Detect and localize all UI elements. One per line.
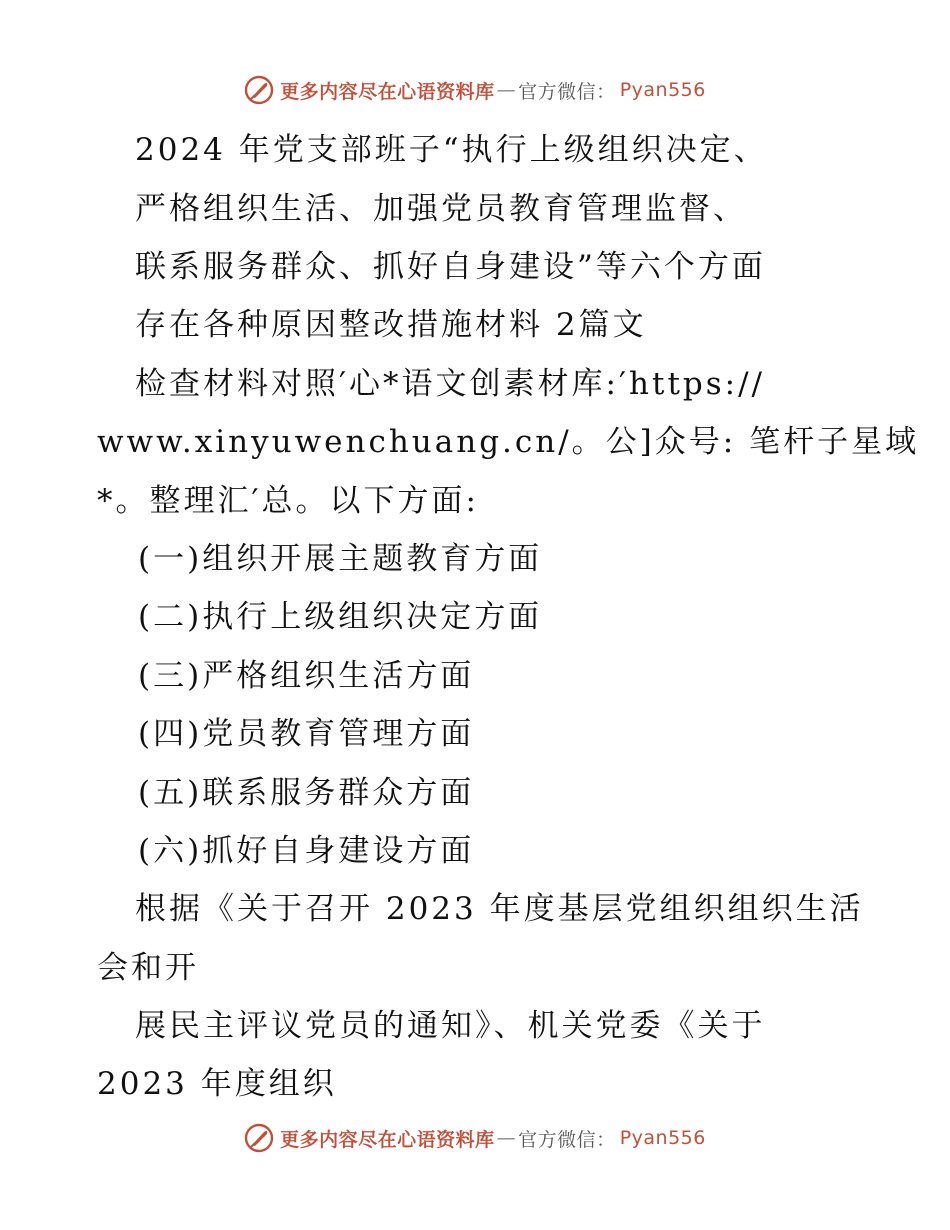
banner-dash: — bbox=[496, 79, 517, 101]
quill-pen-logo-icon bbox=[244, 75, 274, 105]
paragraph-line: 展民主评议党员的通知》、机关党委《关于 bbox=[135, 1008, 766, 1044]
title-line-2: 严格组织生活、加强党员教育管理监督、 bbox=[135, 191, 747, 227]
banner-slogan: 更多内容尽在心语资料库 bbox=[280, 1128, 495, 1151]
list-item: (一)组织开展主题教育方面 bbox=[138, 541, 543, 577]
list-item: (二)执行上级组织决定方面 bbox=[138, 599, 543, 635]
paragraph-line: 会和开 bbox=[97, 950, 199, 986]
banner-wechat-label: 官方微信： bbox=[518, 80, 616, 103]
banner-wechat-label: 官方微信： bbox=[518, 1128, 616, 1151]
title-line-3: 联系服务群众、抓好自身建设”等六个方面 bbox=[135, 249, 766, 285]
header-watermark-banner bbox=[0, 70, 950, 110]
quill-pen-logo-icon bbox=[244, 1123, 274, 1153]
paragraph-line: 2023 年度组织 bbox=[97, 1066, 337, 1102]
banner-dash: — bbox=[496, 1127, 517, 1149]
footer-watermark-banner bbox=[0, 1118, 950, 1158]
list-item: (六)抓好自身建设方面 bbox=[138, 833, 475, 869]
banner-wechat-id: Pyan556 bbox=[619, 79, 706, 101]
list-item: (三)严格组织生活方面 bbox=[138, 658, 475, 694]
list-item: (五)联系服务群众方面 bbox=[138, 775, 475, 811]
banner-wechat-id: Pyan556 bbox=[619, 1127, 706, 1149]
paragraph-line: 检查材料对照′心*语文创素材库:′https:// bbox=[135, 366, 765, 402]
banner-slogan: 更多内容尽在心语资料库 bbox=[280, 80, 495, 103]
title-line-4: 存在各种原因整改措施材料 2篇文 bbox=[135, 307, 647, 343]
paragraph-line: www.xinyuwenchuang.cn/。公]众号: 笔杆子星域 bbox=[97, 424, 920, 460]
paragraph-line: 根据《关于召开 2023 年度基层党组织组织生活 bbox=[135, 891, 864, 927]
paragraph-line: *。整理汇′总。以下方面: bbox=[97, 483, 479, 519]
title-line-1: 2024 年党支部班子“执行上级组织决定、 bbox=[135, 132, 768, 168]
list-item: (四)党员教育管理方面 bbox=[138, 716, 475, 752]
document-body bbox=[0, 120, 950, 1110]
